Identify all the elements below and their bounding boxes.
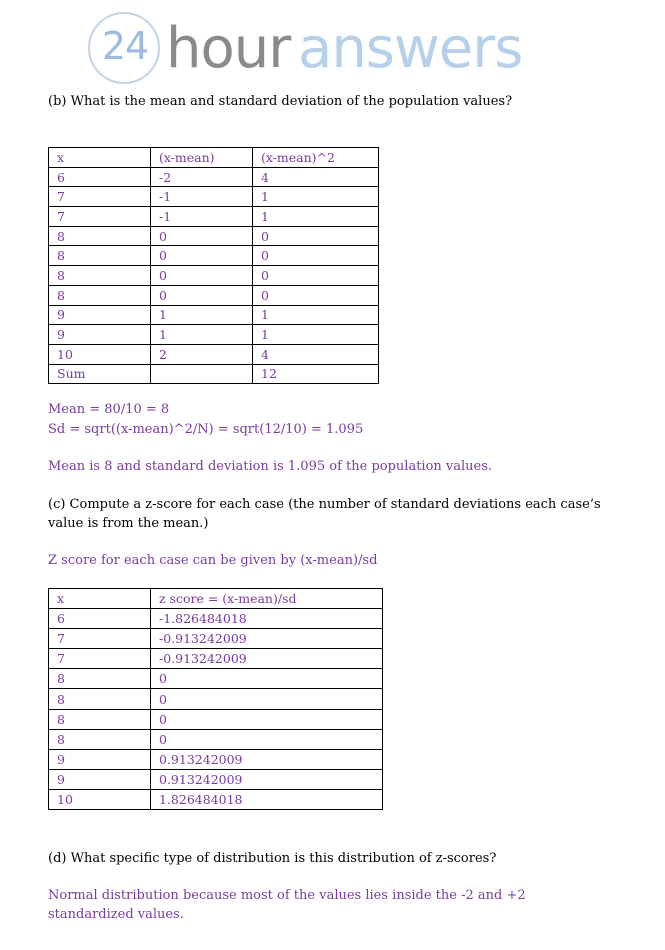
table-cell: 1: [151, 305, 253, 325]
table-cell: -0.913242009: [151, 649, 383, 669]
table-cell: 6: [49, 167, 151, 187]
table-cell: -2: [151, 167, 253, 187]
table-cell: 0: [151, 285, 253, 305]
table-cell: 8: [49, 729, 151, 749]
table-row: [49, 167, 379, 187]
table-cell: 7: [49, 649, 151, 669]
table-cell: Sum: [49, 364, 151, 384]
table-cell: 8: [49, 709, 151, 729]
table-row: [49, 769, 383, 789]
table-cell: 8: [49, 266, 151, 286]
table-cell: 0: [151, 729, 383, 749]
table-row: [49, 207, 379, 227]
table-row: [49, 266, 379, 286]
part-c-answer: Z score for each case can be given by (x-mean)/sd: [48, 553, 378, 568]
table-header-cell: (x-mean): [151, 148, 253, 168]
table-cell: 9: [49, 325, 151, 345]
table-row: [49, 689, 383, 709]
table-row: [49, 609, 383, 629]
table-cell: 8: [49, 246, 151, 266]
table-row: [49, 187, 379, 207]
table-cell: 8: [49, 689, 151, 709]
table-header-cell: z score = (x-mean)/sd: [151, 589, 383, 609]
table-row: [49, 226, 379, 246]
table-row: [49, 344, 379, 364]
part-b-question: (b) What is the mean and standard deviation of the population values?: [48, 94, 513, 109]
table-header-row: [49, 148, 379, 168]
table-row: [49, 669, 383, 689]
table-row: [49, 749, 383, 769]
table-cell: 1: [253, 187, 379, 207]
table-row: [49, 629, 383, 649]
table-cell: 8: [49, 226, 151, 246]
part-d-answer-line1: Normal distribution because most of the values lies inside the -2 and +2: [48, 888, 526, 903]
table-header-row: [49, 589, 383, 609]
table-row: [49, 364, 379, 384]
part-d-answer-line2: standardized values.: [48, 907, 184, 922]
table-cell: 9: [49, 769, 151, 789]
table-cell: 1.826484018: [151, 789, 383, 809]
table-cell: [151, 364, 253, 384]
part-d-question: (d) What specific type of distribution is this distribution of z-scores?: [48, 851, 497, 866]
table-cell: 8: [49, 669, 151, 689]
table-cell: 7: [49, 187, 151, 207]
table-cell: 0: [253, 226, 379, 246]
table-cell: -1.826484018: [151, 609, 383, 629]
table-cell: 0: [253, 285, 379, 305]
table-header-cell: (x-mean)^2: [253, 148, 379, 168]
table-cell: 0: [151, 689, 383, 709]
table-row: [49, 709, 383, 729]
table-cell: 7: [49, 207, 151, 227]
table-cell: 12: [253, 364, 379, 384]
table-row: [49, 789, 383, 809]
table-cell: 1: [253, 325, 379, 345]
table-header-cell: x: [49, 148, 151, 168]
table-cell: -1: [151, 207, 253, 227]
table-cell: 0: [151, 709, 383, 729]
table-header-cell: x: [49, 589, 151, 609]
table-row: [49, 649, 383, 669]
table-cell: 0: [151, 226, 253, 246]
table-cell: 0.913242009: [151, 749, 383, 769]
table-cell: 0: [253, 246, 379, 266]
sd-calculation: Sd = sqrt((x-mean)^2/N) = sqrt(12/10) = 1.095: [48, 422, 364, 437]
table-cell: -1: [151, 187, 253, 207]
table-cell: 1: [253, 305, 379, 325]
table-cell: 0.913242009: [151, 769, 383, 789]
mean-calculation: Mean = 80/10 = 8: [48, 402, 170, 417]
table-cell: 0: [151, 266, 253, 286]
part-c-question-line2: value is from the mean.): [48, 516, 209, 531]
table-cell: 9: [49, 749, 151, 769]
table-cell: 0: [151, 246, 253, 266]
table-cell: 2: [151, 344, 253, 364]
site-logo: [88, 10, 558, 90]
table-cell: 1: [253, 207, 379, 227]
table-row: [49, 325, 379, 345]
logo-word-answers: answers: [298, 16, 523, 81]
table-cell: 7: [49, 629, 151, 649]
table-row: [49, 285, 379, 305]
table-cell: 0: [151, 669, 383, 689]
table-cell: 9: [49, 305, 151, 325]
z-score-table: [48, 588, 383, 810]
table-row: [49, 246, 379, 266]
table-cell: 1: [151, 325, 253, 345]
table-row: [49, 729, 383, 749]
table-cell: 10: [49, 789, 151, 809]
table-cell: 0: [253, 266, 379, 286]
population-table: [48, 147, 379, 384]
table-row: [49, 305, 379, 325]
table-cell: 4: [253, 167, 379, 187]
table-cell: -0.913242009: [151, 629, 383, 649]
logo-number: 24: [101, 24, 149, 68]
table-cell: 8: [49, 285, 151, 305]
table-cell: 4: [253, 344, 379, 364]
table-cell: 6: [49, 609, 151, 629]
logo-word-hour: hour: [166, 16, 291, 81]
table-cell: 10: [49, 344, 151, 364]
part-c-question-line1: (c) Compute a z-score for each case (the number of standard deviations each case’s: [48, 497, 601, 512]
part-b-answer: Mean is 8 and standard deviation is 1.095 of the population values.: [48, 459, 493, 474]
